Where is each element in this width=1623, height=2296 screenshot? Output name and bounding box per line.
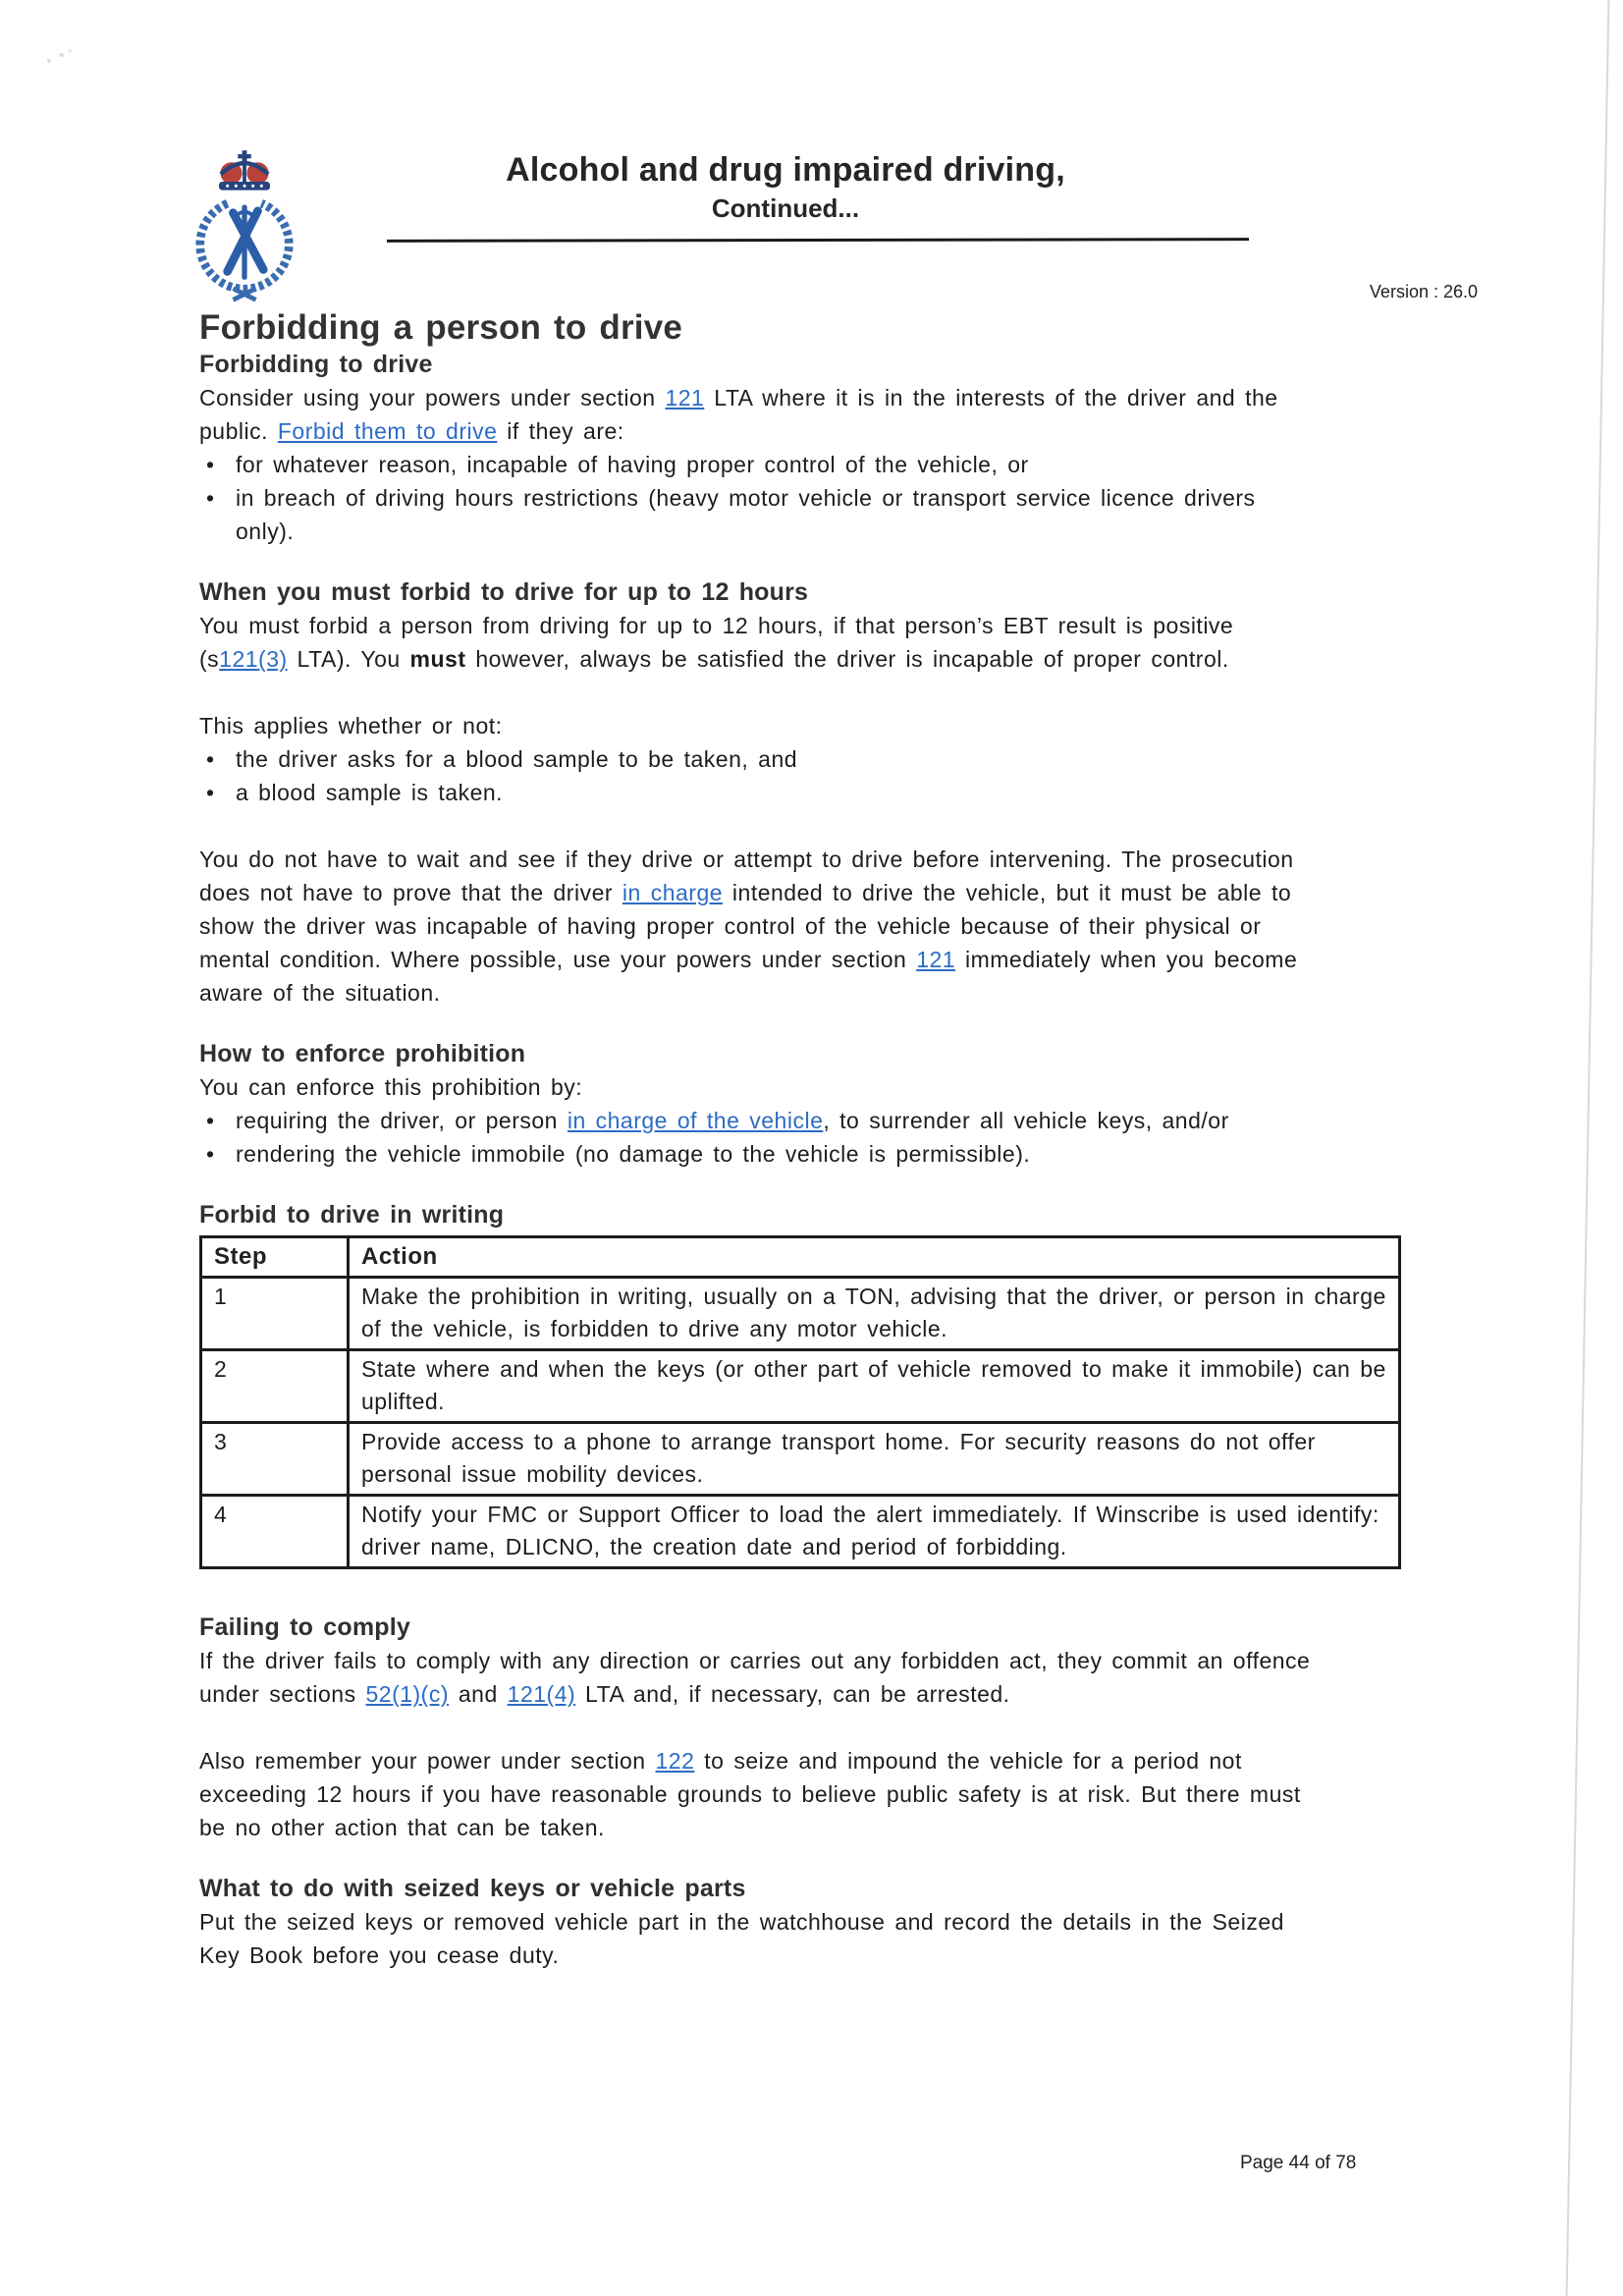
text-run: the driver asks for a blood sample to be taken, and bbox=[236, 746, 798, 772]
list-item bbox=[199, 1104, 1314, 1137]
link-section-121[interactable]: 121 bbox=[665, 385, 705, 410]
action-cell: Make the prohibition in writing, usually on a TON, advising that the driver, or person in charge of the vehicle, is forbidden to drive any motor vehicle. bbox=[349, 1278, 1400, 1350]
text-run: if they are: bbox=[497, 418, 624, 444]
text-run: If the driver fails to comply with any direction or carries out any forbidden act, they commit an offence under sections bbox=[199, 1648, 1311, 1707]
table-row bbox=[201, 1350, 1400, 1423]
step-cell: 1 bbox=[201, 1278, 349, 1350]
page-header bbox=[324, 150, 1247, 224]
paragraph-applies-whether: This applies whether or not: bbox=[199, 713, 503, 738]
link-section-121-3[interactable]: 121(3) bbox=[219, 646, 288, 672]
forbid-in-writing-table bbox=[199, 1235, 1401, 1569]
list-item bbox=[199, 776, 1314, 809]
text-run: Consider using your powers under section bbox=[199, 385, 666, 410]
section-heading-forbid-in-writing: Forbid to drive in writing bbox=[199, 1201, 505, 1229]
bold-must: must bbox=[409, 646, 466, 672]
forbid-reasons-list bbox=[199, 448, 1314, 548]
header-title: Alcohol and drug impaired driving, bbox=[506, 151, 1065, 189]
paragraph-enforce-intro: You can enforce this prohibition by: bbox=[199, 1074, 583, 1100]
section-heading-failing-to-comply: Failing to comply bbox=[199, 1613, 410, 1641]
text-run: LTA where it is in the interests of the driver and the public. bbox=[199, 385, 1278, 444]
step-cell: 3 bbox=[201, 1423, 349, 1496]
text-run: however, always be satisfied the driver is incapable of proper control. bbox=[465, 646, 1229, 672]
nz-police-crest-logo bbox=[193, 147, 296, 316]
step-cell: 4 bbox=[201, 1496, 349, 1568]
scan-smudge-artifact bbox=[45, 49, 75, 69]
text-run: in breach of driving hours restrictions (heavy motor vehicle or transport service licence drivers only). bbox=[236, 485, 1256, 544]
paragraph-consider-powers bbox=[199, 381, 1314, 448]
monogram-icon bbox=[228, 207, 264, 277]
table-row bbox=[201, 1496, 1400, 1568]
paragraph-seized-keys: Put the seized keys or removed vehicle part in the watchhouse and record the details in the Seized Key Book before you cease duty. bbox=[199, 1909, 1284, 1968]
list-item bbox=[199, 448, 1314, 481]
link-section-52-1-c[interactable]: 52(1)(c) bbox=[365, 1681, 449, 1707]
text-run: You do not have to wait and see if they drive or attempt to drive before intervening. The prosecution does not have to prove that the driver bbox=[199, 847, 1294, 905]
column-header-action: Action bbox=[349, 1237, 1400, 1278]
list-item bbox=[199, 1137, 1314, 1171]
link-section-122[interactable]: 122 bbox=[655, 1748, 695, 1774]
header-subtitle: Continued... bbox=[711, 193, 860, 223]
link-in-charge-of-vehicle[interactable]: in charge of the vehicle bbox=[567, 1108, 824, 1133]
crown-icon bbox=[219, 150, 270, 190]
link-section-121-2[interactable]: 121 bbox=[916, 947, 956, 972]
paragraph-no-wait bbox=[199, 843, 1314, 1010]
text-run: You must forbid a person from driving for up to 12 hours, if that person’s EBT result is positive (s bbox=[199, 613, 1234, 672]
page-number: Page 44 of 78 bbox=[1240, 2153, 1357, 2173]
action-cell: Notify your FMC or Support Officer to load the alert immediately. If Winscribe is used identify: driver name, DLICNO, the creation date and period of forbidding. bbox=[349, 1496, 1400, 1568]
applies-list bbox=[199, 742, 1314, 809]
table-header-row bbox=[201, 1237, 1400, 1278]
link-in-charge[interactable]: in charge bbox=[622, 880, 724, 905]
paragraph-seize-impound bbox=[199, 1744, 1314, 1844]
table-row bbox=[201, 1423, 1400, 1496]
version-label: Version : 26.0 bbox=[1369, 282, 1478, 301]
scan-edge-artifact bbox=[1565, 0, 1609, 2296]
page-title: Forbidding a person to drive bbox=[199, 308, 683, 347]
header-rule bbox=[387, 238, 1249, 243]
link-section-121-4[interactable]: 121(4) bbox=[507, 1681, 576, 1707]
section-heading-forbidding-to-drive: Forbidding to drive bbox=[199, 351, 433, 378]
link-forbid-them-to-drive[interactable]: Forbid them to drive bbox=[277, 418, 498, 444]
step-cell: 2 bbox=[201, 1350, 349, 1423]
list-item bbox=[199, 742, 1314, 776]
text-run: Also remember your power under section bbox=[199, 1748, 656, 1774]
text-run: immediately when you become aware of the situation. bbox=[199, 947, 1298, 1006]
text-run: a blood sample is taken. bbox=[236, 780, 504, 805]
table-row bbox=[201, 1278, 1400, 1350]
action-cell: Provide access to a phone to arrange transport home. For security reasons do not offer personal issue mobility devices. bbox=[349, 1423, 1400, 1496]
text-run: LTA). You bbox=[287, 646, 410, 672]
text-run: intended to drive the vehicle, but it must be able to show the driver was incapable of having proper control of the vehicle because of their physical or mental condition. Where possible, use your powers under section bbox=[199, 880, 1292, 972]
section-heading-how-to-enforce: How to enforce prohibition bbox=[199, 1040, 526, 1067]
enforce-list bbox=[199, 1104, 1314, 1171]
text-run: for whatever reason, incapable of having proper control of the vehicle, or bbox=[236, 452, 1029, 477]
list-item bbox=[199, 481, 1314, 548]
document-body bbox=[199, 308, 1410, 1972]
text-run: rendering the vehicle immobile (no damage to the vehicle is permissible). bbox=[236, 1141, 1031, 1167]
section-heading-seized-keys: What to do with seized keys or vehicle parts bbox=[199, 1875, 746, 1902]
text-run: requiring the driver, or person bbox=[236, 1108, 568, 1133]
text-run: LTA and, if necessary, can be arrested. bbox=[575, 1681, 1010, 1707]
text-run: , to surrender all vehicle keys, and/or bbox=[823, 1108, 1229, 1133]
column-header-step: Step bbox=[201, 1237, 349, 1278]
section-heading-when-you-must-forbid: When you must forbid to drive for up to 12 hours bbox=[199, 578, 809, 606]
paragraph-must-forbid bbox=[199, 609, 1314, 676]
action-cell: State where and when the keys (or other part of vehicle removed to make it immobile) can be uplifted. bbox=[349, 1350, 1400, 1423]
text-run: and bbox=[449, 1681, 508, 1707]
paragraph-fails-to-comply bbox=[199, 1644, 1314, 1711]
text-run: to seize and impound the vehicle for a period not exceeding 12 hours if you have reasonable grounds to believe public safety is at risk. But there must be no other action that can be taken. bbox=[199, 1748, 1301, 1840]
